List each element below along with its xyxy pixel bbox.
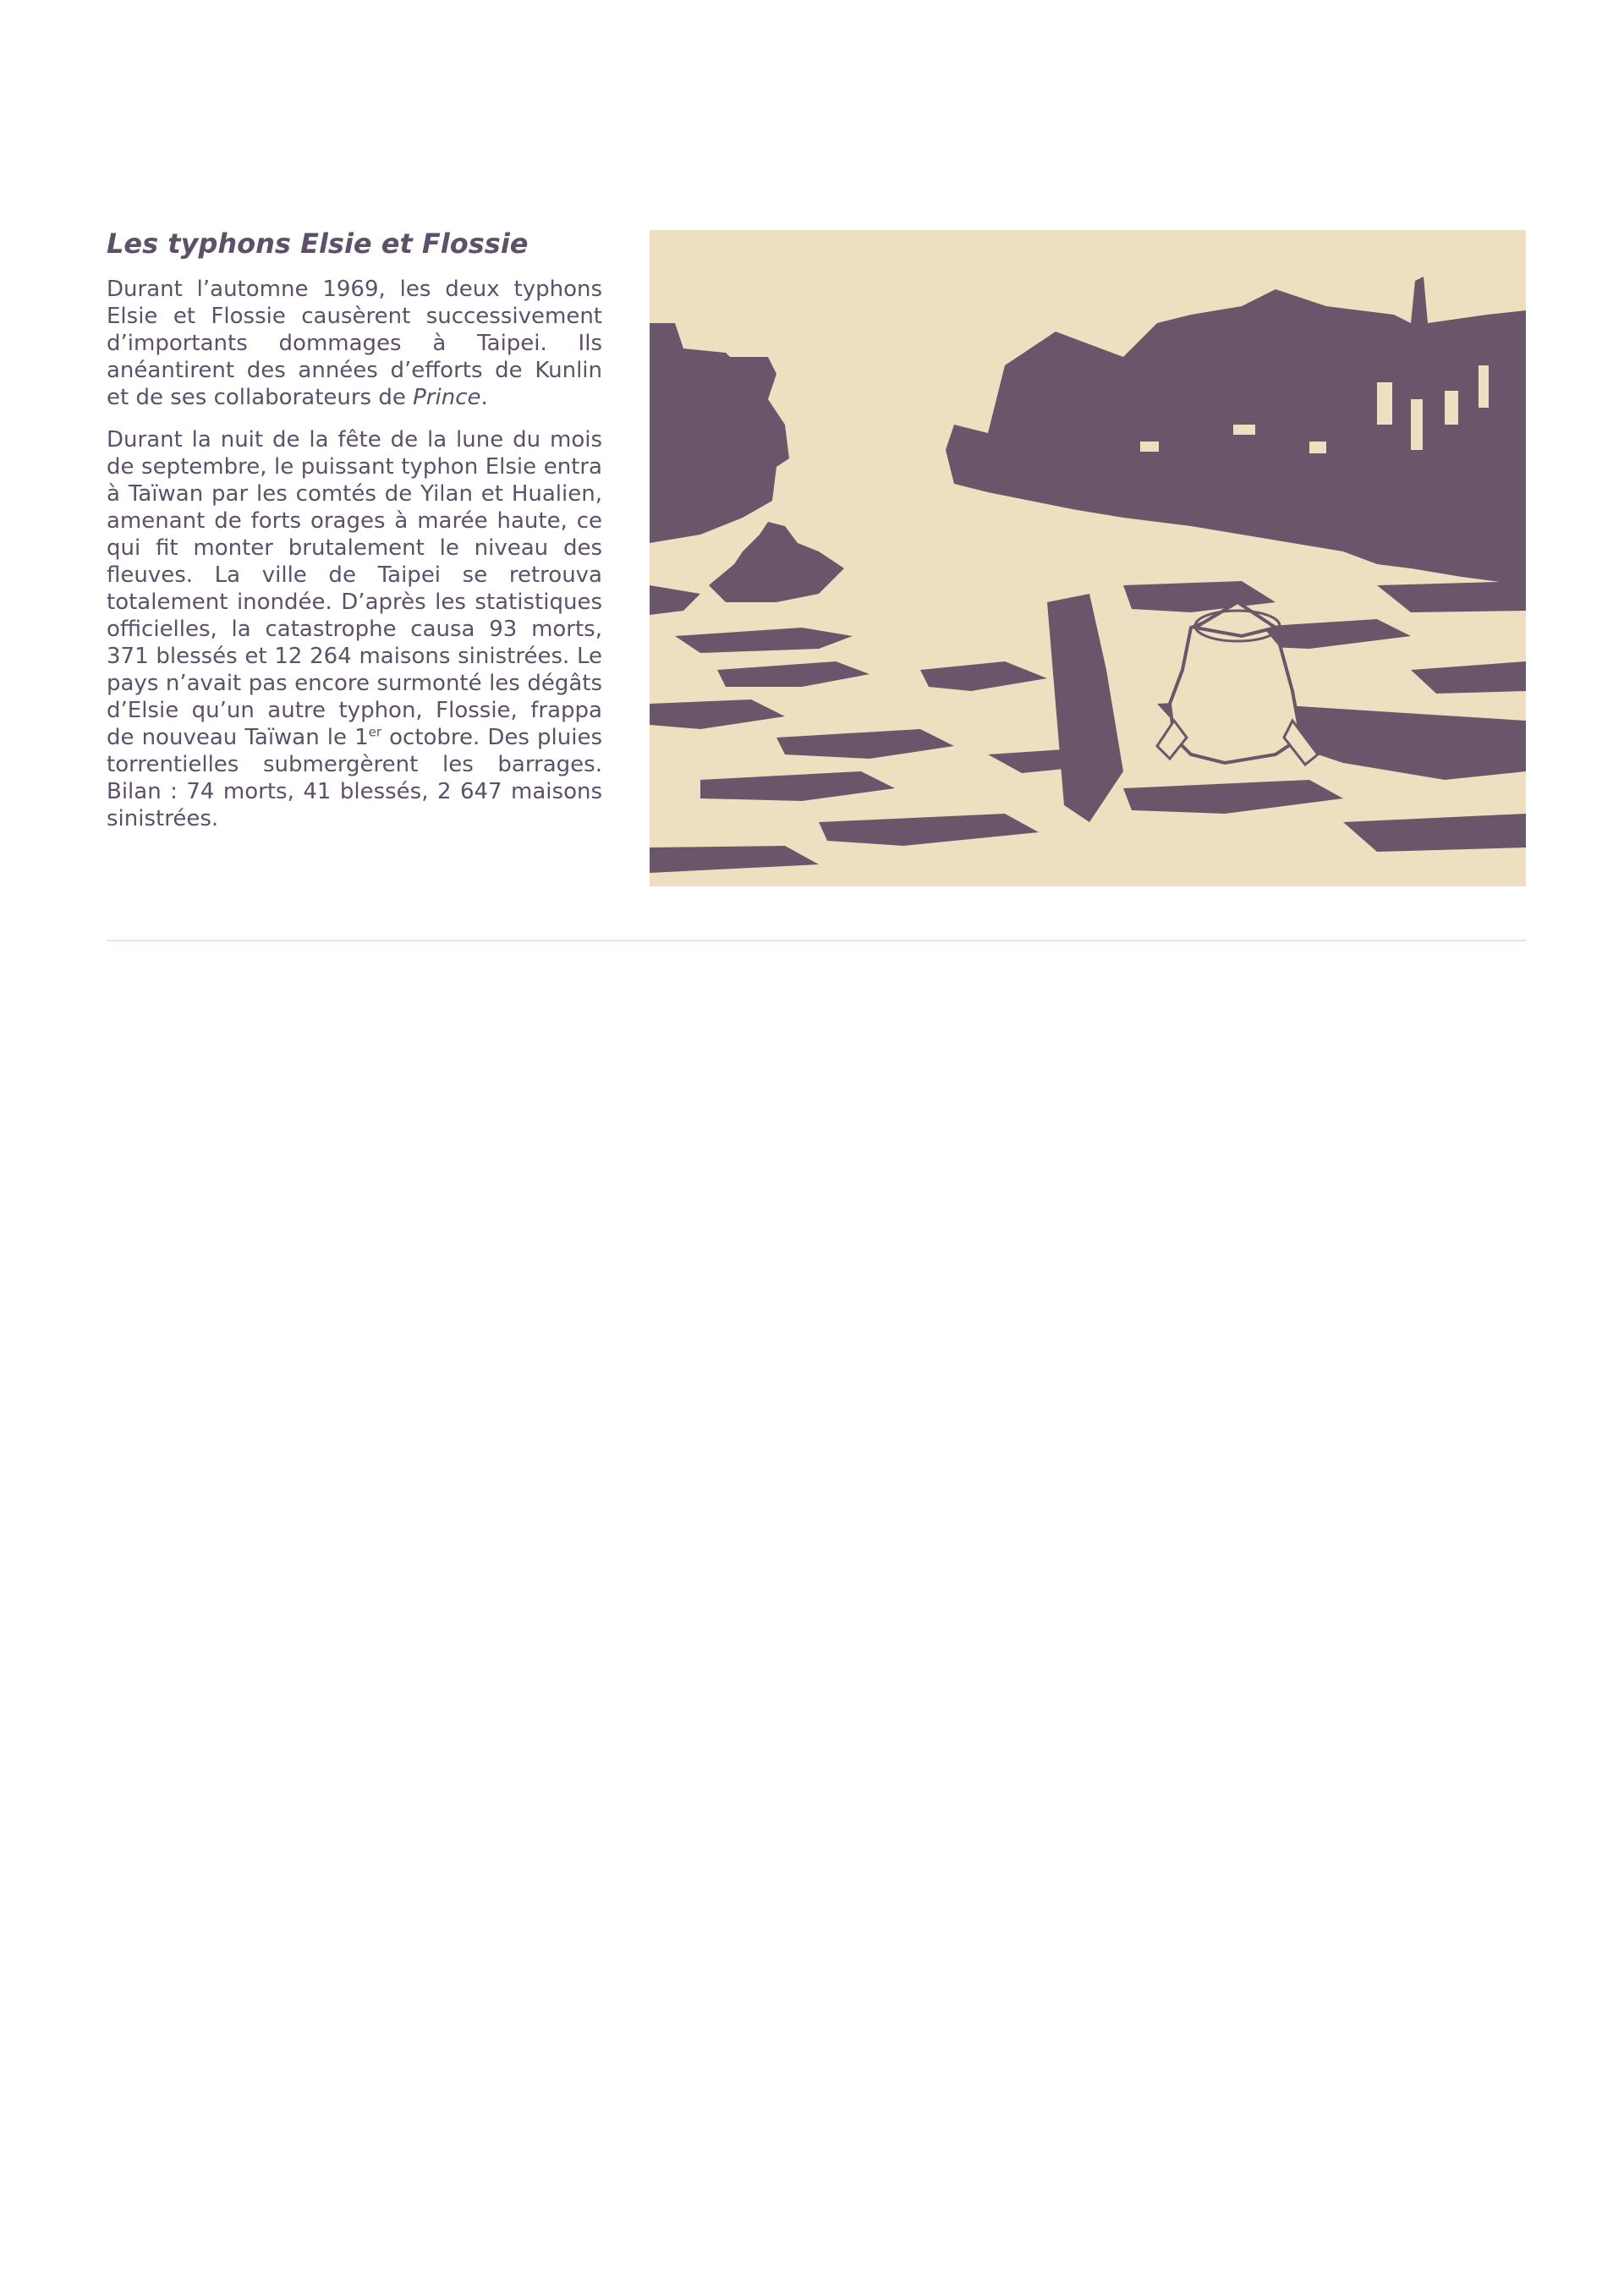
paragraph-1-end: . bbox=[480, 385, 488, 410]
paragraph-2-text: Durant la nuit de la fête de la lune du mois de septembre, le puissant typhon Elsie entra à Taïwan par les comtés de Yilan et Hualien, amenant de forts orages à marée haute, ce qui fit monter brutalement le niveau des fleuves. La ville de Taipei se retrouva totalement inondée. D’après les statistiques officielles, la catastrophe causa 93 morts, 371 blessés et 12 264 maisons sinistrées. Le pays n’avait pas encore surmonté les dégâts d’Elsie qu’un autre typhon, Flossie, frappa de nouveau Taïwan le 1 bbox=[107, 427, 602, 750]
article-paragraph-2 bbox=[107, 426, 602, 832]
paragraph-1-text: Durant l’automne 1969, les deux typhons Elsie et Flossie causèrent successivement d’importants dommages à Taipei. Ils anéantirent des années d’efforts de Kunlin et de ses collaborateurs de bbox=[107, 277, 602, 410]
article-paragraph-1 bbox=[107, 276, 602, 411]
magazine-name: Prince bbox=[413, 385, 481, 410]
article-title: Les typhons Elsie et Flossie bbox=[107, 228, 529, 260]
ordinal-suffix: er bbox=[368, 724, 382, 740]
page-divider bbox=[107, 940, 1526, 941]
article-text-column bbox=[107, 227, 602, 848]
flooded-street-drawing bbox=[650, 230, 1526, 886]
flood-illustration bbox=[650, 230, 1526, 886]
paragraph-2-end: octobre. Des pluies torrentielles submergèrent les barrages. Bilan : 74 morts, 41 blessés, 2 647 maisons sinistrées. bbox=[107, 725, 602, 831]
